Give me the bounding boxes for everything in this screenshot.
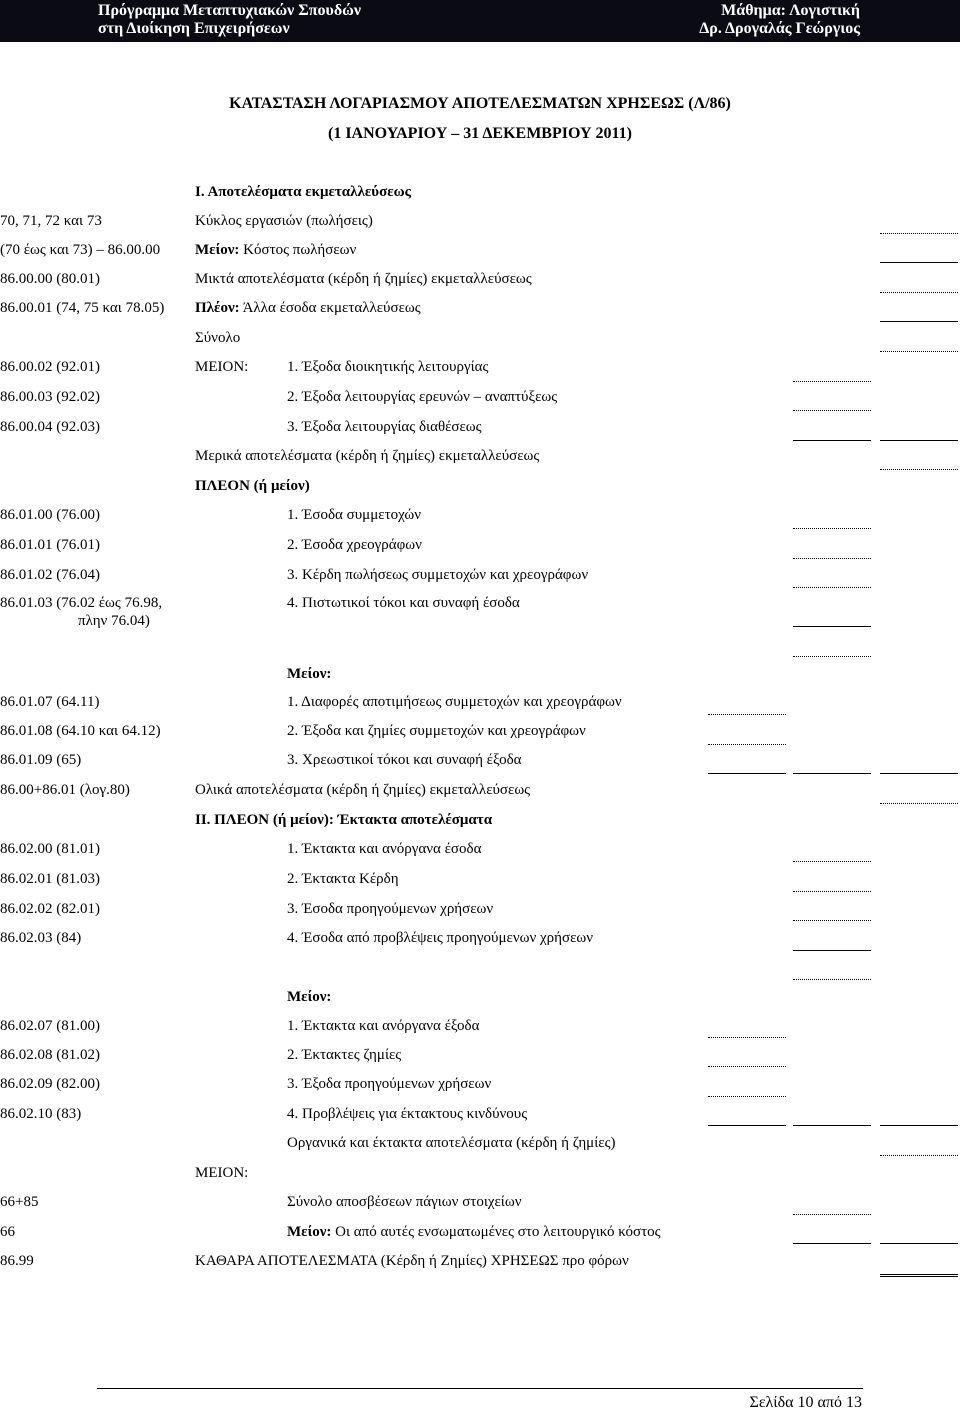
account-code: 86.01.02 (76.04) — [0, 567, 100, 583]
amount-line — [880, 1243, 958, 1244]
account-code: 86.02.09 (82.00) — [0, 1076, 100, 1092]
amount-line — [880, 262, 958, 263]
line-item-label: 1. Έκτακτα και ανόργανα έσοδα — [287, 841, 482, 857]
account-code: 86.00.02 (92.01) — [0, 359, 100, 375]
amount-line — [880, 1274, 958, 1277]
account-code: 66+85 — [0, 1194, 39, 1210]
line-item-label: 1. Διαφορές αποτιμήσεως συμμετοχών και χρεογράφων — [287, 694, 622, 710]
line-item-label: 2. Έξοδα λειτουργίας ερευνών – αναπτύξεως — [287, 389, 558, 405]
amount-line — [880, 233, 958, 234]
line-item-label: ΙΙ. ΠΛΕΟΝ (ή μείον): Έκτακτα αποτελέσματα — [195, 812, 493, 828]
account-code: 86.01.07 (64.11) — [0, 694, 100, 710]
amount-line — [793, 656, 871, 657]
line-item-label: 4. Πιστωτικοί τόκοι και συναφή έσοδα — [287, 595, 520, 611]
statement-title: ΚΑΤΑΣΤΑΣΗ ΛΟΓΑΡΙΑΣΜΟΥ ΑΠΟΤΕΛΕΣΜΑΤΩΝ ΧΡΗΣΕΩΣ (Λ/86) — [229, 95, 731, 112]
footer-rule — [97, 1388, 863, 1389]
minus-prefix: ΜΕΙΟΝ: — [195, 359, 249, 375]
page-header — [0, 0, 960, 42]
line-item-label: Μερικά αποτελέσματα (κέρδη ή ζημίες) εκμεταλλεύσεως — [195, 448, 540, 464]
line-item-label: 1. Έξοδα διοικητικής λειτουργίας — [287, 359, 489, 375]
amount-line — [793, 440, 871, 441]
amount-line — [708, 714, 786, 715]
account-code-cont: πλην 76.04) — [78, 613, 150, 629]
line-item-label: 1. Έκτακτα και ανόργανα έξοδα — [287, 1018, 480, 1034]
amount-line — [793, 861, 871, 862]
account-code: 86.02.01 (81.03) — [0, 871, 100, 887]
course-name: Μάθημα: Λογιστική — [721, 2, 860, 19]
amount-line — [880, 773, 958, 774]
line-item-label: Μείον: — [287, 666, 332, 682]
line-item-label: Μείον: Οι από αυτές ενσωματωμένες στο λειτουργικό κόστος — [287, 1224, 661, 1240]
line-item-label: 3. Χρεωστικοί τόκοι και συναφή έξοδα — [287, 752, 522, 768]
page-number: Σελίδα 10 από 13 — [749, 1394, 862, 1411]
account-code: (70 έως και 73) – 86.00.00 — [0, 242, 161, 258]
line-item-label: Σύνολο αποσβέσεων πάγιων στοιχείων — [287, 1194, 522, 1210]
amount-line — [708, 1096, 786, 1097]
line-item-label: Ολικά αποτελέσματα (κέρδη ή ζημίες) εκμεταλλεύσεως — [195, 782, 531, 798]
minus-prefix: ΜΕΙΟΝ: — [195, 1165, 249, 1181]
line-item-label: Πλέον: Άλλα έσοδα εκμεταλλεύσεως — [195, 300, 421, 316]
amount-line — [793, 773, 871, 774]
amount-line — [708, 1066, 786, 1067]
amount-line — [880, 1155, 958, 1156]
account-code: 86.02.10 (83) — [0, 1106, 82, 1122]
line-item-label: ΠΛΕΟΝ (ή μείον) — [195, 478, 310, 494]
account-code: 86.01.00 (76.00) — [0, 507, 100, 523]
line-item-label: Σύνολο — [195, 330, 241, 346]
line-item-label: 3. Έξοδα λειτουργίας διαθέσεως — [287, 419, 482, 435]
line-item-label: 2. Έκτακτα Κέρδη — [287, 871, 399, 887]
amount-line — [880, 351, 958, 352]
account-code: 86.00.00 (80.01) — [0, 271, 100, 287]
amount-line — [793, 950, 871, 951]
amount-line — [793, 1125, 871, 1126]
account-code: 86.01.08 (64.10 και 64.12) — [0, 723, 161, 739]
amount-line — [793, 920, 871, 921]
line-item-label: 3. Έσοδα προηγούμενων χρήσεων — [287, 901, 494, 917]
amount-line — [880, 803, 958, 804]
program-name: Πρόγραμμα Μεταπτυχιακών Σπουδών — [98, 2, 361, 19]
amount-line — [793, 528, 871, 529]
account-code: 86.02.07 (81.00) — [0, 1018, 100, 1034]
line-item-label: 3. Έξοδα προηγούμενων χρήσεων — [287, 1076, 492, 1092]
amount-line — [793, 891, 871, 892]
line-item-label: Οργανικά και έκτακτα αποτελέσματα (κέρδη ή ζημίες) — [287, 1135, 616, 1151]
amount-line — [793, 1214, 871, 1215]
account-code: 86.00.01 (74, 75 και 78.05) — [0, 300, 165, 316]
line-item-label: 2. Έκτακτες ζημίες — [287, 1047, 402, 1063]
account-code: 86.00.03 (92.02) — [0, 389, 100, 405]
amount-line — [880, 321, 958, 322]
amount-line — [880, 440, 958, 441]
program-subtitle: στη Διοίκηση Επιχειρήσεων — [98, 20, 290, 37]
line-item-label: 2. Έξοδα και ζημίες συμμετοχών και χρεογράφων — [287, 723, 586, 739]
amount-line — [880, 1125, 958, 1126]
line-item-label: Μικτά αποτελέσματα (κέρδη ή ζημίες) εκμεταλλεύσεως — [195, 271, 532, 287]
account-code: 86.01.01 (76.01) — [0, 537, 100, 553]
account-code: 86.00+86.01 (λογ.80) — [0, 782, 130, 798]
account-code: 66 — [0, 1224, 15, 1240]
amount-line — [793, 1243, 871, 1244]
instructor-name: Δρ. Δρογαλάς Γεώργιος — [699, 20, 860, 37]
account-code: 86.02.02 (82.01) — [0, 901, 100, 917]
account-code: 86.02.03 (84) — [0, 930, 82, 946]
amount-line — [793, 558, 871, 559]
line-item-label: Ι. Αποτελέσματα εκμεταλλεύσεως — [195, 184, 411, 200]
amount-line — [793, 626, 871, 627]
account-code: 86.01.03 (76.02 έως 76.98, — [0, 595, 163, 611]
account-code: 86.02.08 (81.02) — [0, 1047, 100, 1063]
amount-line — [708, 1037, 786, 1038]
amount-line — [708, 1125, 786, 1126]
amount-line — [793, 381, 871, 382]
line-item-label: 2. Έσοδα χρεογράφων — [287, 537, 422, 553]
amount-line — [793, 979, 871, 980]
amount-line — [708, 773, 786, 774]
amount-line — [880, 292, 958, 293]
account-code: 86.01.09 (65) — [0, 752, 82, 768]
line-item-label: 3. Κέρδη πωλήσεως συμμετοχών και χρεογράφων — [287, 567, 589, 583]
line-item-label: 4. Προβλέψεις για έκτακτους κινδύνους — [287, 1106, 528, 1122]
account-code: 86.00.04 (92.03) — [0, 419, 100, 435]
statement-period: (1 ΙΑΝΟΥΑΡΙΟΥ – 31 ΔΕΚΕΜΒΡΙΟΥ 2011) — [328, 125, 632, 142]
amount-line — [793, 410, 871, 411]
account-code: 70, 71, 72 και 73 — [0, 213, 102, 229]
line-item-label: Κύκλος εργασιών (πωλήσεις) — [195, 213, 373, 229]
line-item-label: ΚΑΘΑΡΑ ΑΠΟΤΕΛΕΣΜΑΤΑ (Κέρδη ή Ζημίες) ΧΡΗΣΕΩΣ προ φόρων — [195, 1253, 629, 1269]
line-item-label: 1. Έσοδα συμμετοχών — [287, 507, 422, 523]
amount-line — [793, 587, 871, 588]
amount-line — [708, 744, 786, 745]
line-item-label: Μείον: — [287, 989, 332, 1005]
amount-line — [880, 469, 958, 470]
account-code: 86.02.00 (81.01) — [0, 841, 100, 857]
line-item-label: 4. Έσοδα από προβλέψεις προηγούμενων χρήσεων — [287, 930, 594, 946]
line-item-label: Μείον: Κόστος πωλήσεων — [195, 242, 357, 258]
account-code: 86.99 — [0, 1253, 34, 1269]
